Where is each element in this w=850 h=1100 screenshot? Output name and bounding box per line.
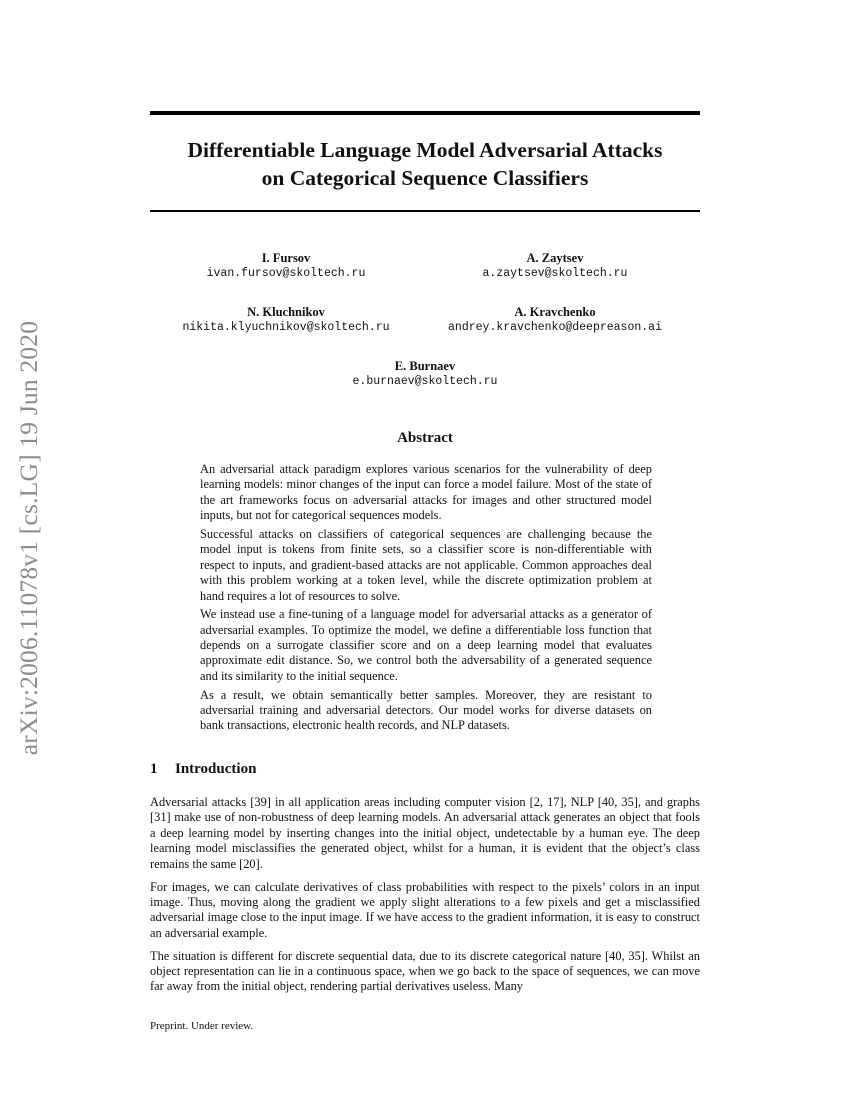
body-paragraph: Adversarial attacks [39] in all application areas including computer vision [2, 17], NLP [40, 35], and graphs [31] make use of non-robustness of deep learning models. An adversarial attack generates an object that fools a deep learning model by inserting changes into the initial object, undetectable by a human eye. The deep learning model misclassifies the generated object, whilst for a human, it is evident that the object’s class remains the same [20]. (150, 795, 700, 871)
abstract-paragraph: We instead use a fine-tuning of a language model for adversarial attacks as a generator of adversarial examples. To optimize the model, we define a differentiable loss function that depends on a surrogate classifier score and on a deep learning model that evaluates approximate edit distance. So, we control both the adversability of a generated sequence and its similarity to the initial sequence. (200, 607, 652, 683)
section-number: 1 (150, 761, 158, 777)
author-name: A. Zaytsev (526, 251, 584, 265)
body-paragraph: The situation is different for discrete sequential data, due to its discrete categorical nature [40, 35]. Whilst an object representation can lie in a continuous space, when we go back to the space of sequences, we can move far away from the initial object, rendering partial derivatives useless. Many (150, 948, 700, 994)
abstract-paragraph: An adversarial attack paradigm explores various scenarios for the vulnerability of deep learning models: minor changes of the input can force a model failure. Most of the state of the art frameworks focus on adversarial attacks for images and other structured model inputs, but not for categorical sequences models. (200, 462, 652, 523)
preprint-footer: Preprint. Under review. (150, 1020, 254, 1032)
section-title: Introduction (175, 761, 257, 777)
title-top-rule (150, 111, 700, 115)
author-name: I. Fursov (261, 251, 311, 265)
author-block (415, 250, 695, 282)
abstract-heading: Abstract (397, 430, 453, 446)
introduction-body (150, 795, 700, 1002)
section-heading (150, 760, 256, 778)
author-email: andrey.kravchenko@deepreason.ai (448, 321, 662, 334)
body-paragraph: For images, we can calculate derivatives of class probabilities with respect to the pixels’ colors in an input image. Thus, moving along the gradient we apply slight alterations to a few pixels and get a misclassified adversarial image close to the input image. If we have access to the gradient information, it is easy to construct an adversarial example. (150, 879, 700, 940)
author-block (146, 250, 426, 282)
abstract-paragraph: As a result, we obtain semantically better samples. Moreover, they are resistant to adversarial training and adversarial detectors. Our model works for diverse datasets on bank transactions, electronic health records, and NLP datasets. (200, 687, 652, 733)
author-name: A. Kravchenko (514, 305, 596, 319)
paper-title-line-1: Differentiable Language Model Adversarial Attacks (187, 138, 663, 162)
title-bottom-rule (150, 210, 700, 212)
paper-title-line-2: on Categorical Sequence Classifiers (261, 166, 589, 190)
arxiv-stamp (2, 300, 56, 775)
paper-title (150, 136, 700, 192)
arxiv-stamp-text: arXiv:2006.11078v1 [cs.LG] 19 Jun 2020 (14, 320, 44, 755)
author-email: ivan.fursov@skoltech.ru (206, 267, 366, 280)
author-name: E. Burnaev (394, 359, 456, 373)
author-email: nikita.klyuchnikov@skoltech.ru (182, 321, 390, 334)
author-block (146, 304, 426, 336)
author-email: a.zaytsev@skoltech.ru (482, 267, 628, 280)
abstract-body (200, 462, 652, 737)
author-email: e.burnaev@skoltech.ru (352, 375, 498, 388)
author-block (415, 304, 695, 336)
abstract-paragraph: Successful attacks on classifiers of categorical sequences are challenging because the model input is tokens from finite sets, so a classifier score is non-differentiable with respect to inputs, and gradient-based attacks are not applicable. Common approaches deal with this problem working at a token level, while the discrete optimization problem at hand requires a lot of resources to solve. (200, 526, 652, 603)
author-block (285, 358, 565, 390)
author-name: N. Kluchnikov (247, 305, 325, 319)
